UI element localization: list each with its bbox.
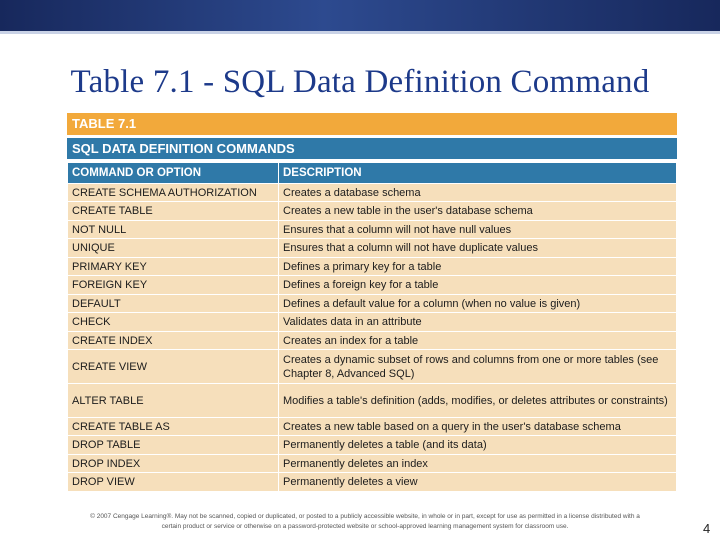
table-row: [68, 350, 677, 384]
command-cell: FOREIGN KEY: [68, 276, 279, 294]
table-row: [68, 184, 677, 202]
command-cell: ALTER TABLE: [68, 384, 279, 418]
copyright-line: certain product or service or otherwise on a password-protected website or school-approved learning management system for classroom use.: [161, 523, 569, 530]
top-banner: [0, 0, 720, 31]
description-cell: Creates a new table based on a query in the user's database schema: [279, 417, 677, 435]
slide-title: Table 7.1 - SQL Data Definition Command: [70, 64, 650, 100]
description-cell: Ensures that a column will not have null values: [279, 220, 677, 238]
command-cell: CREATE TABLE AS: [68, 417, 279, 435]
table-figure: [67, 113, 677, 492]
command-cell: CREATE TABLE: [68, 202, 279, 220]
table-row: [68, 257, 677, 275]
table-row: [68, 313, 677, 331]
command-cell: DROP TABLE: [68, 436, 279, 454]
table-row: [68, 239, 677, 257]
command-cell: DEFAULT: [68, 294, 279, 312]
description-cell: Permanently deletes a table (and its data): [279, 436, 677, 454]
description-cell: Creates an index for a table: [279, 331, 677, 349]
command-cell: DROP VIEW: [68, 473, 279, 492]
sql-commands-table: [67, 162, 677, 492]
command-cell: CREATE SCHEMA AUTHORIZATION: [68, 184, 279, 202]
table-row: [68, 331, 677, 349]
command-cell: NOT NULL: [68, 220, 279, 238]
description-cell: Permanently deletes an index: [279, 454, 677, 472]
description-cell: Defines a primary key for a table: [279, 257, 677, 275]
table-row: [68, 454, 677, 472]
description-cell: Validates data in an attribute: [279, 313, 677, 331]
command-cell: CHECK: [68, 313, 279, 331]
copyright-line: © 2007 Cengage Learning®. May not be scanned, copied or duplicated, or posted to a publicly accessible website, in whole or in part, except for use as permitted in a license distributed with a: [90, 513, 640, 520]
table-row: [68, 276, 677, 294]
description-cell: Creates a dynamic subset of rows and columns from one or more tables (see Chapter 8, Advanced SQL): [279, 350, 677, 384]
table-row: [68, 384, 677, 418]
command-cell: PRIMARY KEY: [68, 257, 279, 275]
table-row: [68, 294, 677, 312]
table-number-label: TABLE 7.1: [67, 113, 677, 135]
copyright-notice: [40, 512, 690, 532]
description-cell: Defines a default value for a column (when no value is given): [279, 294, 677, 312]
description-cell: Creates a database schema: [279, 184, 677, 202]
description-cell: Permanently deletes a view: [279, 473, 677, 492]
table-row: [68, 473, 677, 492]
description-cell: Modifies a table's definition (adds, modifies, or deletes attributes or constraints): [279, 384, 677, 418]
description-cell: Ensures that a column will not have duplicate values: [279, 239, 677, 257]
description-cell: Creates a new table in the user's database schema: [279, 202, 677, 220]
column-header-description: DESCRIPTION: [279, 163, 677, 184]
table-row: [68, 202, 677, 220]
table-row: [68, 436, 677, 454]
banner-divider: [0, 31, 720, 34]
page-number: 4: [703, 521, 711, 536]
description-cell: Defines a foreign key for a table: [279, 276, 677, 294]
table-caption: SQL DATA DEFINITION COMMANDS: [67, 138, 677, 159]
command-cell: CREATE INDEX: [68, 331, 279, 349]
table-header-row: [68, 163, 677, 184]
column-header-command: COMMAND OR OPTION: [68, 163, 279, 184]
command-cell: UNIQUE: [68, 239, 279, 257]
table-row: [68, 220, 677, 238]
command-cell: DROP INDEX: [68, 454, 279, 472]
table-row: [68, 417, 677, 435]
command-cell: CREATE VIEW: [68, 350, 279, 384]
